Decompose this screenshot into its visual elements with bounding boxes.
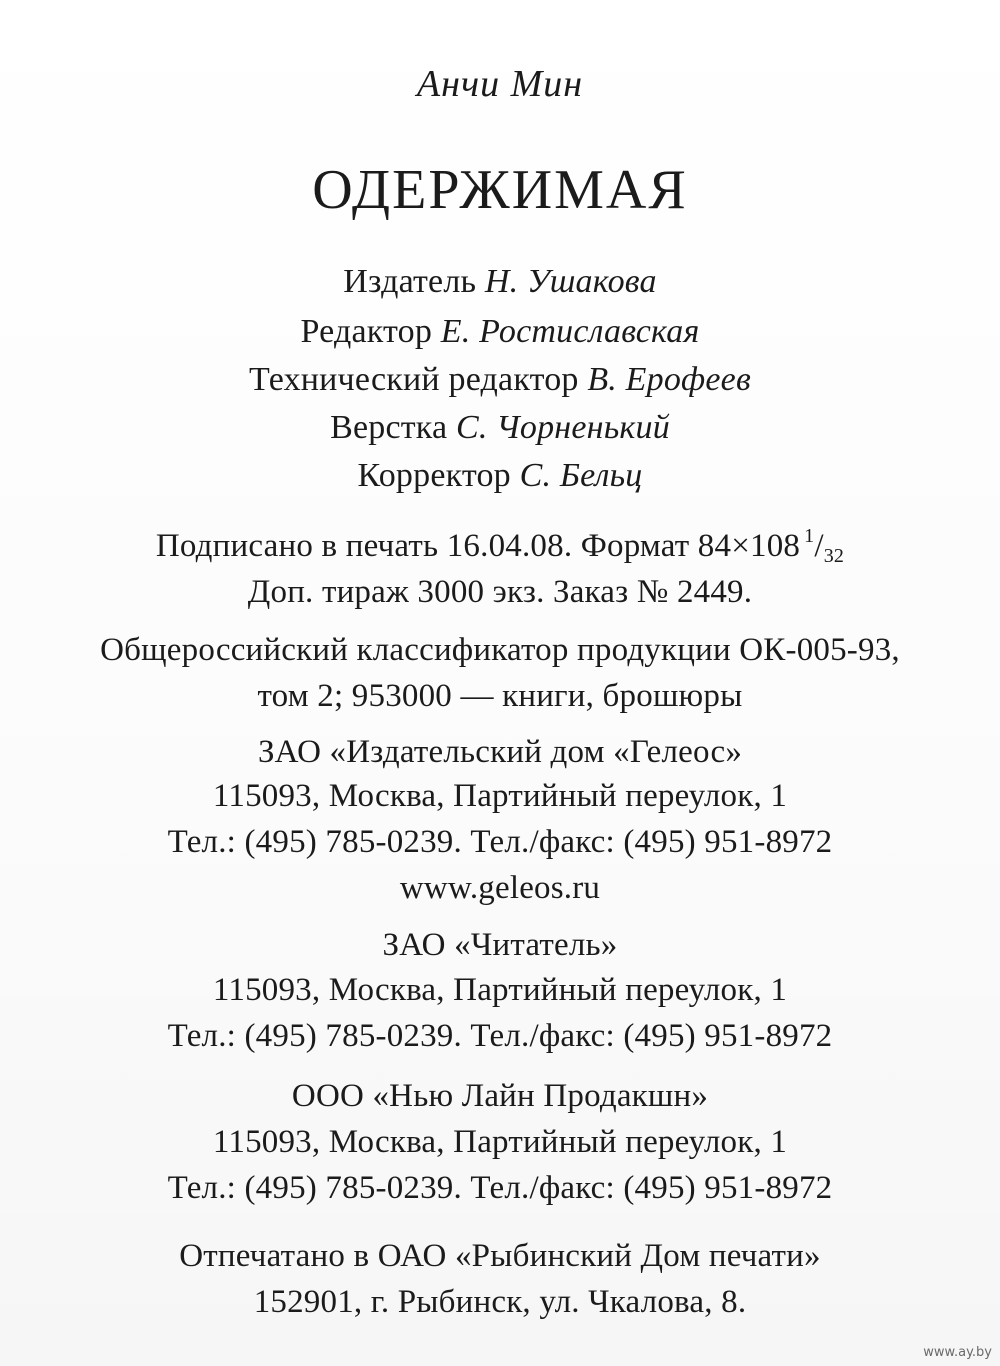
credit-proofreader <box>0 456 1000 496</box>
publisher-1-website: www.geleos.ru <box>399 870 601 906</box>
author-name: Анчи Мин <box>416 63 584 105</box>
credit-person: С. Чорненький <box>456 409 670 446</box>
print-signed-text: Подписано в печать 16.04.08. Формат 84×108 <box>155 528 801 564</box>
printer-line-2: 152901, г. Рыбинск, ул. Чкалова, 8. <box>253 1284 747 1320</box>
format-fraction: $^1$/32 <box>804 525 845 567</box>
printer-line-1: Отпечатано в ОАО «Рыбинский Дом печати» <box>179 1238 821 1274</box>
credit-person: Н. Ушакова <box>484 263 657 300</box>
publisher-3-name: ООО «Нью Лайн Продакшн» <box>291 1078 709 1114</box>
classifier-line-2: том 2; 953000 — книги, брошюры <box>257 678 743 714</box>
credit-person: Е. Ростиславская <box>440 313 700 350</box>
credit-role: Технический редактор <box>249 361 579 398</box>
print-signed-line <box>0 526 1000 570</box>
publisher-1-address: 115093, Москва, Партийный переулок, 1 <box>212 778 788 814</box>
publisher-1-name: ЗАО «Издательский дом «Гелеос» <box>257 734 743 770</box>
publisher-3-phone: Тел.: (495) 785-0239. Тел./факс: (495) 951-8972 <box>167 1170 833 1206</box>
credit-layout <box>0 408 1000 448</box>
publisher-2-phone: Тел.: (495) 785-0239. Тел./факс: (495) 951-8972 <box>167 1018 833 1054</box>
print-run-line: Доп. тираж 3000 экз. Заказ № 2449. <box>247 574 753 610</box>
publisher-2-name: ЗАО «Читатель» <box>382 927 618 963</box>
credit-role: Издатель <box>343 263 477 300</box>
publisher-2-address: 115093, Москва, Партийный переулок, 1 <box>212 972 788 1008</box>
credit-role: Редактор <box>300 313 433 350</box>
credit-person: С. Бельц <box>519 457 643 494</box>
credit-person: В. Ерофеев <box>587 361 751 398</box>
publisher-3-address: 115093, Москва, Партийный переулок, 1 <box>212 1124 788 1160</box>
credit-role: Корректор <box>357 457 511 494</box>
publisher-1-phone: Тел.: (495) 785-0239. Тел./факс: (495) 951-8972 <box>167 824 833 860</box>
classifier-line-1: Общероссийский классификатор продукции ОК-005-93, <box>100 632 900 668</box>
watermark: www.ay.by <box>923 1345 992 1360</box>
credit-publisher <box>0 262 1000 302</box>
credit-tech-editor <box>0 360 1000 400</box>
credit-editor <box>0 312 1000 352</box>
book-title: ОДЕРЖИМАЯ <box>312 159 688 221</box>
credit-role: Верстка <box>330 409 448 446</box>
